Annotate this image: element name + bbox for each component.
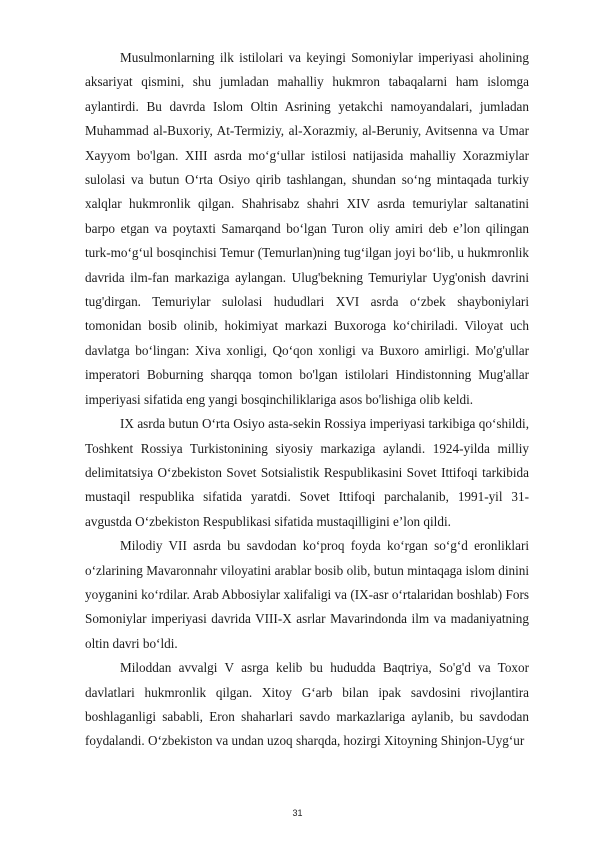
paragraph-ancient-states: Miloddan avvalgi V asrga kelib bu hududda Baqtriya, So'g'd va Toxor davlatlari hukmronlik qilgan. Xitoy G‘arb bilan ipak savdosini rivojlantira boshlaganligi sababli, Eron shaharlari savdo markazlariga aylanib, bu savdodan foydalandi. O‘zbekiston va undan uzoq sharqda, hozirgi Xitoyning Shinjon-Uyg‘ur bbox=[85, 660, 529, 749]
paragraph-russian-empire: IX asrda butun O‘rta Osiyo asta-sekin Rossiya imperiyasi tarkibiga qo‘shildi, Toshkent Rossiya Turkistonining siyosiy markaziga aylandi. 1924-yilda milliy delimitatsiya O‘zbekiston Sovet Sotsialistik Respublikasini Sovet Ittifoqi tarkibida mustaqil respublika sifatida yaratdi. Sovet Ittifoqi parchalanib, 1991-yil 31-avgustda O‘zbekiston Respublikasi sifatida mustaqilligini e’lon qildi. bbox=[85, 416, 529, 529]
paragraph-arab-conquest: Milodiy VII asrda bu savdodan ko‘proq foyda ko‘rgan so‘g‘d eronliklari o‘zlarining Mavaronnahr viloyatini arablar bosib olib, butun mintaqaga islom dinini yoyganini ko‘rdilar. Arab Abbosiylar xalifaligi va (IX-asr o‘rtalaridan boshlab) Fors Somoniylar imperiyasi davrida VIII-X asrlar Mavarindonda ilm va madaniyatning oltin davri bo‘ldi. bbox=[85, 538, 529, 651]
page-number: 31 bbox=[292, 808, 303, 818]
paragraph-islamization: Musulmonlarning ilk istilolari va keyingi Somoniylar imperiyasi aholining aksariyat qismini, shu jumladan mahalliy hukmron tabaqalarni ham islomga aylantirdi. Bu davrda Islom Oltin Asrining yetakchi namoyandalari, jumladan Muhammad al-Buxoriy, At-Termiziy, al-Xorazmiy, al-Beruniy, Avitsenna va Umar Xayyom bo'lgan. XIII asrda mo‘g‘ullar istilosi natijasida mahalliy Xorazmiylar sulolasi va butun O‘rta Osiyo qirib tashlangan, shundan so‘ng mintaqada turkiy xalqlar hukmronlik qilgan. Shahrisabz shahri XIV asrda temuriylar saltanatini barpo etgan va poytaxti Samarqand bo‘lgan Turon oliy amiri deb e’lon qilingan turk-mo‘g‘ul bosqinchisi Temur (Temurlan)ning tug‘ilgan joyi bo‘lib, u hukmronlik davrida ilm-fan markaziga aylangan. Ulug'bekning Temuriylar Uyg'onish davrini tug'dirgan. Temuriylar sulolasi hududlari XVI asrda o‘zbek shayboniylari tomonidan bosib olinib, hokimiyat markazi Buxoroga ko‘chiriladi. Viloyat uch davlatga bo‘lingan: Xiva xonligi, Qo‘qon xonligi va Buxoro amirligi. Mo'g'ullar imperatori Boburning sharqqa tomon bo'lgan istilolari Hindistonning Mug'allar imperiyasi sifatida eng yangi bosqinchiliklariga asos bo'lishiga olib keldi. bbox=[85, 50, 529, 407]
document-body bbox=[85, 46, 529, 754]
